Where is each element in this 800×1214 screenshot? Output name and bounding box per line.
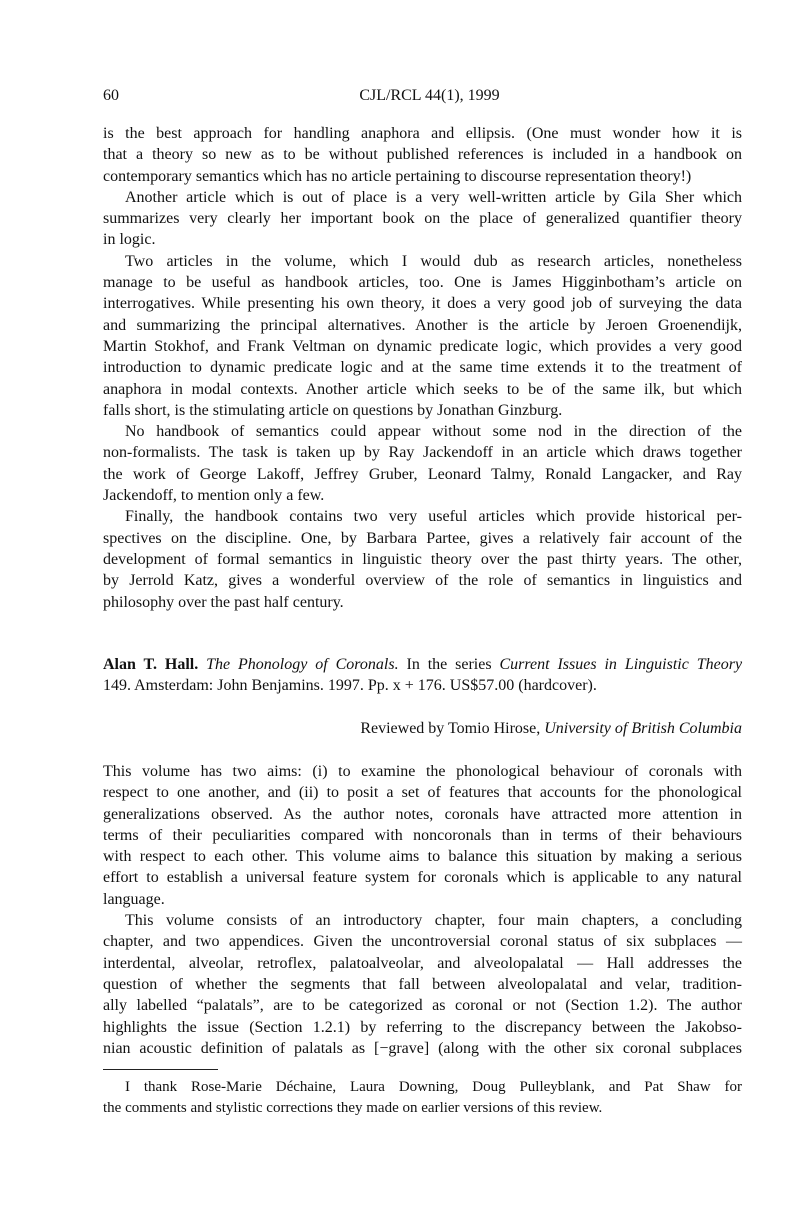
text-line: highlights the issue (Section 1.2.1) by referring to the discrepancy between the Jakobso- [103,1018,742,1036]
text-line: manage to be useful as handbook articles, too. One is James Higginbotham’s article on [103,274,742,292]
text-line: contemporary semantics which has no article pertaining to discourse representation theory!) [103,167,692,185]
text-line: Finally, the handbook contains two very useful articles which provide historical per- [125,508,742,526]
footnote-rule [103,1069,218,1070]
running-head: CJL/RCL 44(1), 1999 [359,87,500,104]
reviewer-line [103,718,742,739]
text-line: Jackendoff, to mention only a few. [103,487,325,505]
text-line: respect to one another, and (ii) to posit a set of features that accounts for the phonological [103,784,742,802]
text-line: Martin Stokhof, and Frank Veltman on dynamic predicate logic, which provides a very good [103,337,742,355]
footnote-line: I thank Rose-Marie Déchaine, Laura Downing, Doug Pulleyblank, and Pat Shaw for [125,1079,742,1095]
bibliographic-entry [103,654,742,697]
text-line: generalizations observed. As the author notes, coronals have attracted more attention in [103,805,742,823]
text-line: interdental, alveolar, retroflex, palatoalveolar, and alveolopalatal — Hall addresses the [103,954,742,972]
text-line: chapter, and two appendices. Given the uncontroversial coronal status of six subplaces — [103,933,742,951]
text-line: interrogatives. While presenting his own theory, it does a very good job of surveying the data [103,295,742,313]
text-line: in logic. [103,231,156,249]
book-author: Alan T. Hall. [103,656,199,673]
text-line: and summarizing the principal alternatives. Another is the article by Jeroen Groenendijk, [103,316,742,334]
text-line: is the best approach for handling anaphora and ellipsis. (One must wonder how it is [103,125,742,142]
text-line: language. [103,890,165,908]
previous-review-text [103,123,742,613]
reviewer-affiliation: University of British Columbia [544,720,742,737]
text-line: Two articles in the volume, which I would dub as research articles, nonetheless [125,252,742,270]
text-line: philosophy over the past half century. [103,593,344,611]
text-line: by Jerrold Katz, gives a wonderful overview of the role of semantics in linguistics and [103,572,742,590]
text-line: Another article which is out of place is a very well-written article by Gila Sher which [125,188,742,206]
text-line: terms of their peculiarities compared with noncoronals than in terms of their behaviours [103,826,742,844]
book-title: The Phonology of Coronals. [206,656,399,673]
page-number: 60 [103,87,119,104]
text-line: falls short, is the stimulating article on questions by Jonathan Ginzburg. [103,401,563,419]
text-line: development of formal semantics in linguistic theory over the past thirty years. The other, [103,550,742,568]
publication-details: 149. Amsterdam: John Benjamins. 1997. Pp. x + 176. US$57.00 (hardcover). [103,677,597,695]
text-line: non-formalists. The task is taken up by Ray Jackendoff in an article which draws together [103,444,742,462]
series-prefix: In the series [406,656,492,673]
text-line: with respect to each other. This volume aims to balance this situation by making a serious [103,848,742,866]
text-line: This volume consists of an introductory chapter, four main chapters, a concluding [125,912,742,930]
text-line: introduction to dynamic predicate logic and at the same time extends it to the treatment of [103,359,742,377]
text-line: effort to establish a universal feature system for coronals which is applicable to any natural [103,869,742,887]
text-line: the work of George Lakoff, Jeffrey Gruber, Leonard Talmy, Ronald Langacker, and Ray [103,465,742,483]
text-line: spectives on the discipline. One, by Barbara Partee, gives a relatively fair account of the [103,529,742,547]
text-line: anaphora in modal contexts. Another article which seeks to be of the same ilk, but which [103,380,742,398]
text-line: nian acoustic definition of palatals as [−grave] (along with the other six coronal subplaces [103,1039,742,1057]
page-header [103,85,742,106]
reviewer-name: Reviewed by Tomio Hirose, [360,720,541,737]
text-line: This volume has two aims: (i) to examine the phonological behaviour of coronals with [103,763,742,780]
footnote-line: the comments and stylistic corrections they made on earlier versions of this review. [103,1100,603,1116]
footnote [103,1077,742,1119]
text-line: ally labelled “palatals”, are to be categorized as coronal or not (Section 1.2). The author [103,997,742,1015]
book-series: Current Issues in Linguistic Theory [499,656,743,673]
review-body [103,761,742,1059]
text-line: that a theory so new as to be without published references is included in a handbook on [103,146,742,164]
text-line: No handbook of semantics could appear without some nod in the direction of the [125,423,742,441]
text-line: summarizes very clearly her important book on the place of generalized quantifier theory [103,210,742,228]
text-line: question of whether the segments that fall between alveolopalatal and velar, tradition- [103,975,742,993]
